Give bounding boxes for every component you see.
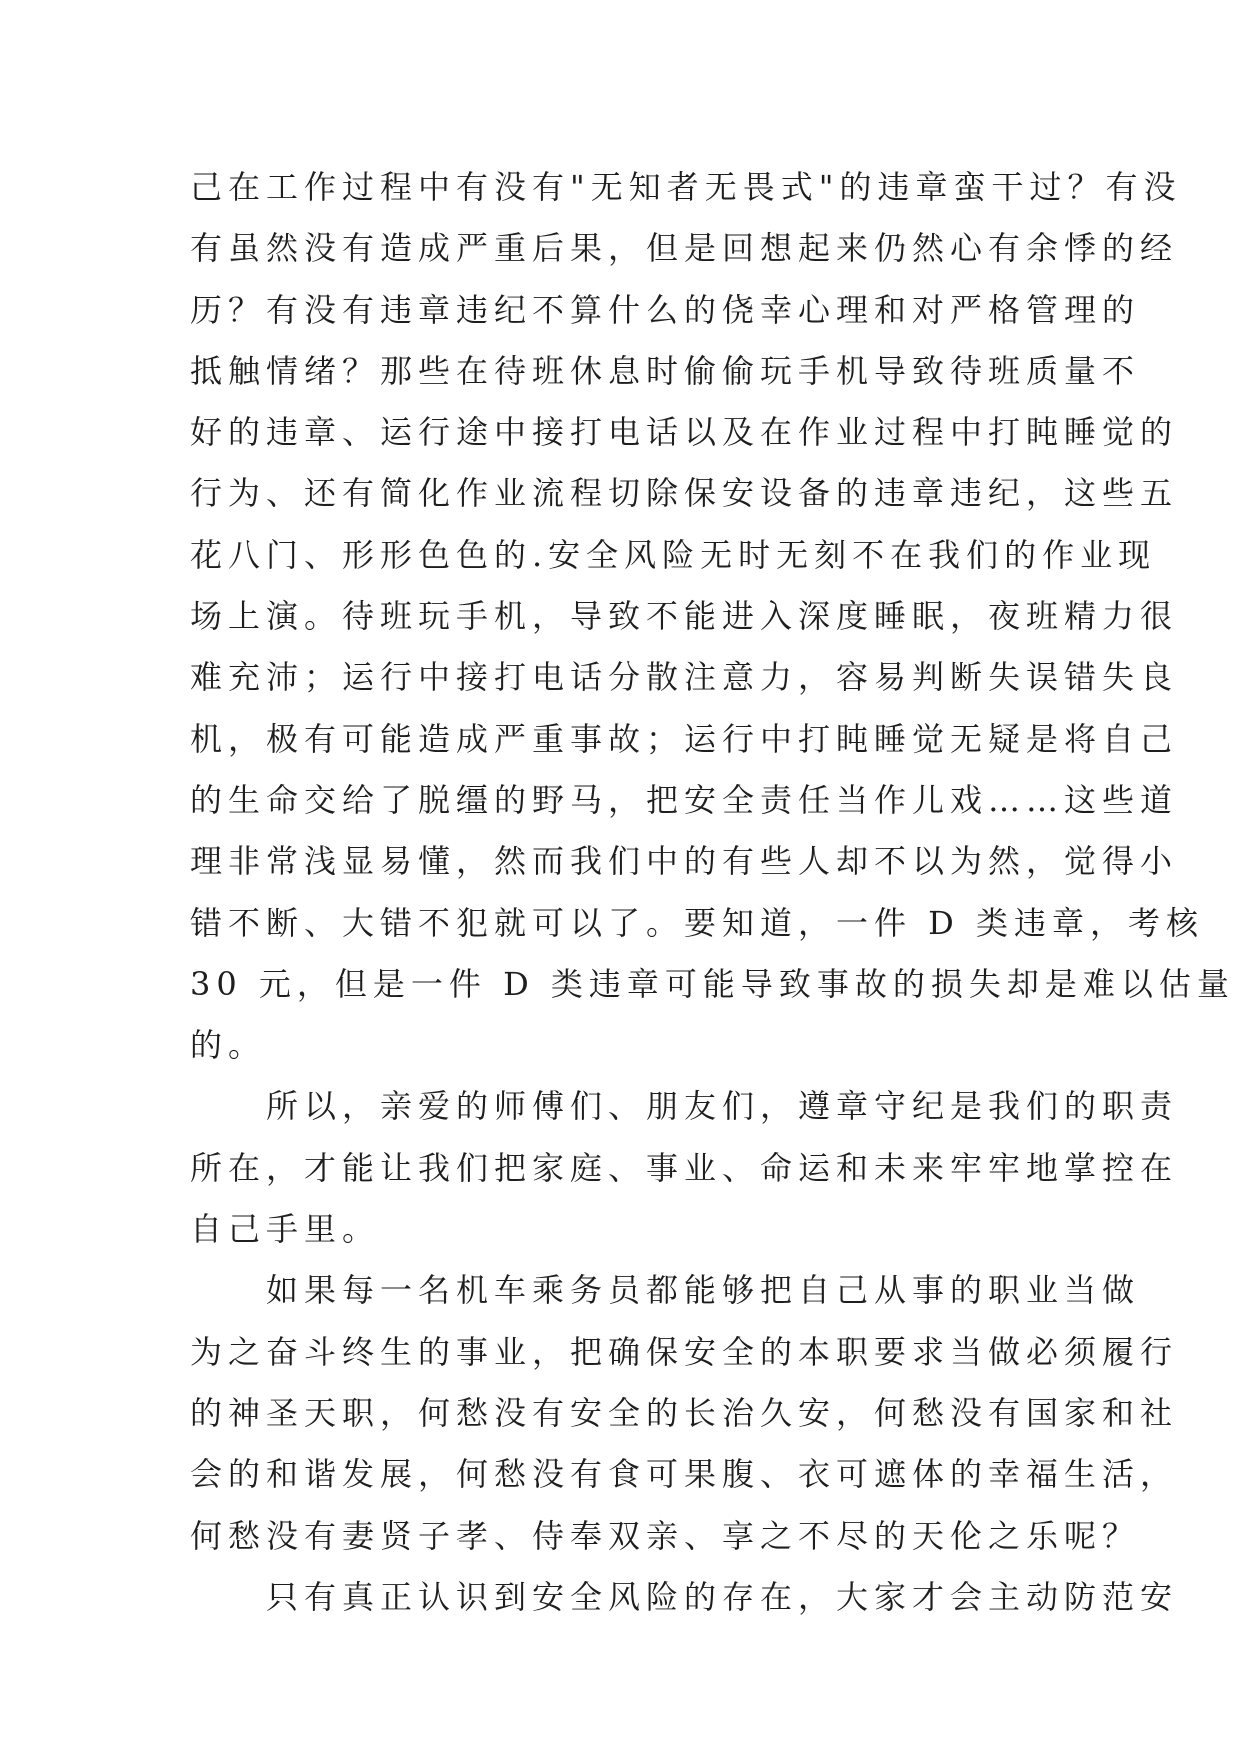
text-line: 自己手里。 xyxy=(190,1210,381,1249)
text-line: 的神圣天职，何愁没有安全的长治久安，何愁没有国家和社 xyxy=(190,1393,1179,1432)
text-line: 历？有没有违章违纪不算什么的侥幸心理和对严格管理的 xyxy=(190,290,1141,329)
text-line: 花八门、形形色色的.安全风险无时无刻不在我们的作业现 xyxy=(190,535,1157,574)
text-line: 的生命交给了脱缰的野马，把安全责任当作儿戏……这些道 xyxy=(190,780,1179,819)
text-line: 行为、还有简化作业流程切除保安设备的违章违纪，这些五 xyxy=(190,474,1179,513)
text-line: 难充沛；运行中接打电话分散注意力，容易判断失误错失良 xyxy=(190,658,1179,697)
text-line: 抵触情绪？那些在待班休息时偷偷玩手机导致待班质量不 xyxy=(190,351,1141,390)
text-line: 30 元，但是一件 D 类违章可能导致事故的损失却是难以估量 xyxy=(190,964,1235,1003)
text-line: 所以，亲爱的师傅们、朋友们，遵章守纪是我们的职责 xyxy=(190,1087,1179,1126)
text-line: 的。 xyxy=(190,1026,267,1065)
text-line: 理非常浅显易懂，然而我们中的有些人却不以为然，觉得小 xyxy=(190,842,1179,881)
text-line: 只有真正认识到安全风险的存在，大家才会主动防范安 xyxy=(190,1577,1179,1616)
text-line: 会的和谐发展，何愁没有食可果腹、衣可遮体的幸福生活， xyxy=(190,1455,1179,1494)
body-text xyxy=(190,157,1235,1628)
text-line: 为之奋斗终生的事业，把确保安全的本职要求当做必须履行 xyxy=(190,1332,1179,1371)
text-line: 所在，才能让我们把家庭、事业、命运和未来牢牢地掌控在 xyxy=(190,1148,1179,1187)
text-line: 错不断、大错不犯就可以了。要知道，一件 D 类违章，考核 xyxy=(190,903,1205,942)
text-line: 如果每一名机车乘务员都能够把自己从事的职业当做 xyxy=(190,1271,1141,1310)
text-line: 己在工作过程中有没有"无知者无畏式"的违章蛮干过？有没 xyxy=(190,168,1182,206)
text-line: 有虽然没有造成严重后果，但是回想起来仍然心有余悸的经 xyxy=(190,229,1179,268)
text-line: 场上演。待班玩手机，导致不能进入深度睡眠，夜班精力很 xyxy=(190,597,1179,636)
text-line: 何愁没有妻贤子孝、侍奉双亲、享之不尽的天伦之乐呢？ xyxy=(190,1516,1141,1555)
text-line: 好的违章、运行途中接打电话以及在作业过程中打盹睡觉的 xyxy=(190,413,1179,452)
text-line: 机，极有可能造成严重事故；运行中打盹睡觉无疑是将自己 xyxy=(190,719,1179,758)
